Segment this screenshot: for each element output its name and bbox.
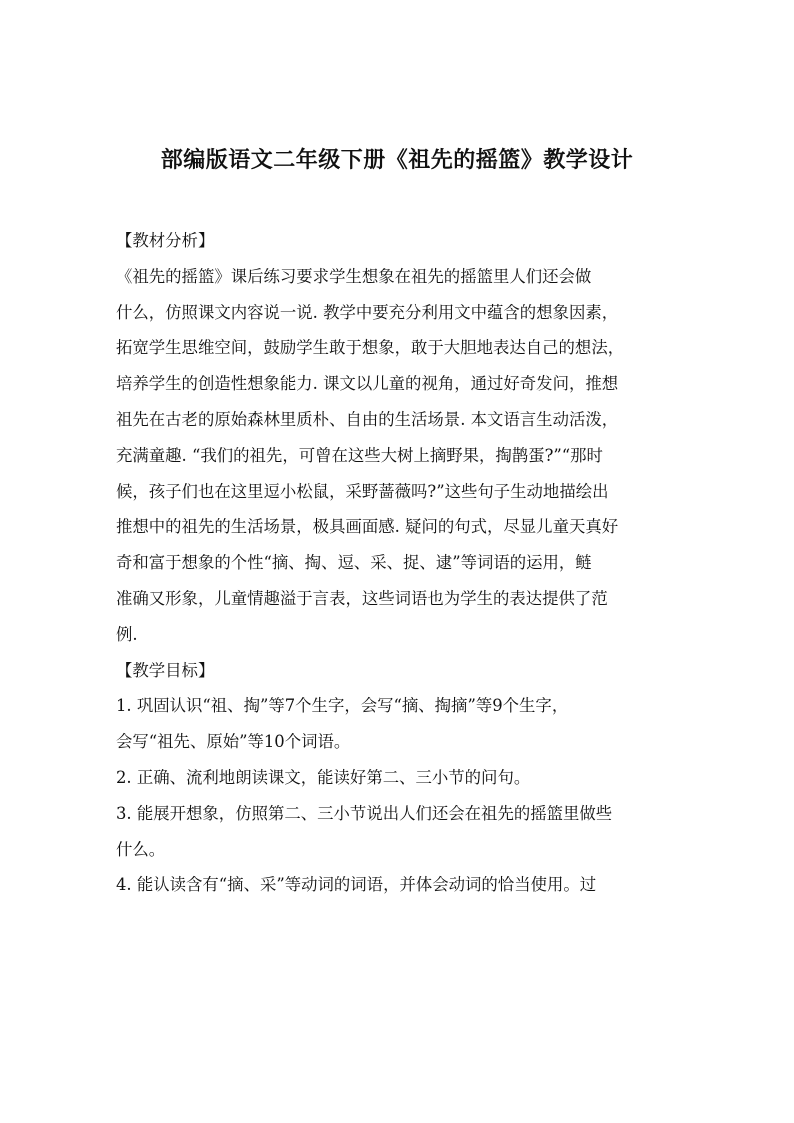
analysis-line: 推想中的祖先的生活场景，极具画面感. 疑问的句式，尽显儿童天真好 xyxy=(116,517,619,537)
analysis-section xyxy=(116,228,682,658)
analysis-line: 例. xyxy=(116,624,138,644)
analysis-line: 什么，仿照课文内容说一说. 教学中要充分利用文中蕴含的想象因素， xyxy=(116,302,619,322)
objectives-heading: 【教学目标】 xyxy=(116,660,215,680)
analysis-line: 准确又形象，儿童情趣溢于言表，这些词语也为学生的表达提供了范 xyxy=(116,588,608,608)
objective-line: 会写“祖先、原始”等10个词语。 xyxy=(116,732,351,752)
objective-item-1 xyxy=(116,693,682,765)
objective-line: 3. 能展开想象，仿照第二、三小节说出人们还会在祖先的摇篮里做些 xyxy=(116,803,613,823)
analysis-heading: 【教材分析】 xyxy=(116,231,215,250)
objective-line: 1. 巩固认识“祖、掏”等7个生字，会写“摘、掏摘”等9个生字， xyxy=(116,696,569,716)
objective-line: 4. 能认读含有“摘、采”等动词的词语，并体会动词的恰当使用。过 xyxy=(116,875,597,895)
analysis-line: 《祖先的摇篮》课后练习要求学生想象在祖先的摇篮里人们还会做 xyxy=(116,266,592,286)
document-body xyxy=(116,228,682,908)
document-title: 部编版语文二年级下册《祖先的摇篮》教学设计 xyxy=(160,148,634,173)
analysis-line: 充满童趣. “我们的祖先，可曾在这些大树上摘野果，掏鹊蛋?”“那时 xyxy=(116,445,603,465)
analysis-line: 培养学生的创造性想象能力. 课文以儿童的视角，通过好奇发问，推想 xyxy=(116,374,619,394)
analysis-line: 祖先在古老的原始森林里质朴、自由的生活场景. 本文语言生动活泼， xyxy=(116,409,619,429)
objective-line: 2. 正确、流利地朗读课文，能读好第二、三小节的问句。 xyxy=(116,767,531,787)
objectives-section xyxy=(116,658,682,909)
analysis-line: 候，孩子们也在这里逗小松鼠，采野蔷薇吗?”这些句子生动地描绘出 xyxy=(116,481,609,501)
objective-item-4 xyxy=(116,872,682,908)
objective-item-2 xyxy=(116,765,682,801)
analysis-line: 奇和富于想象的个性“摘、掏、逗、采、捉、逮”等词语的运用，鲢 xyxy=(116,553,592,573)
objective-item-3 xyxy=(116,801,682,873)
analysis-line: 拓宽学生思维空间，鼓励学生敢于想象，敢于大胆地表达自己的想法， xyxy=(116,338,625,358)
objective-line: 什么。 xyxy=(116,839,166,859)
